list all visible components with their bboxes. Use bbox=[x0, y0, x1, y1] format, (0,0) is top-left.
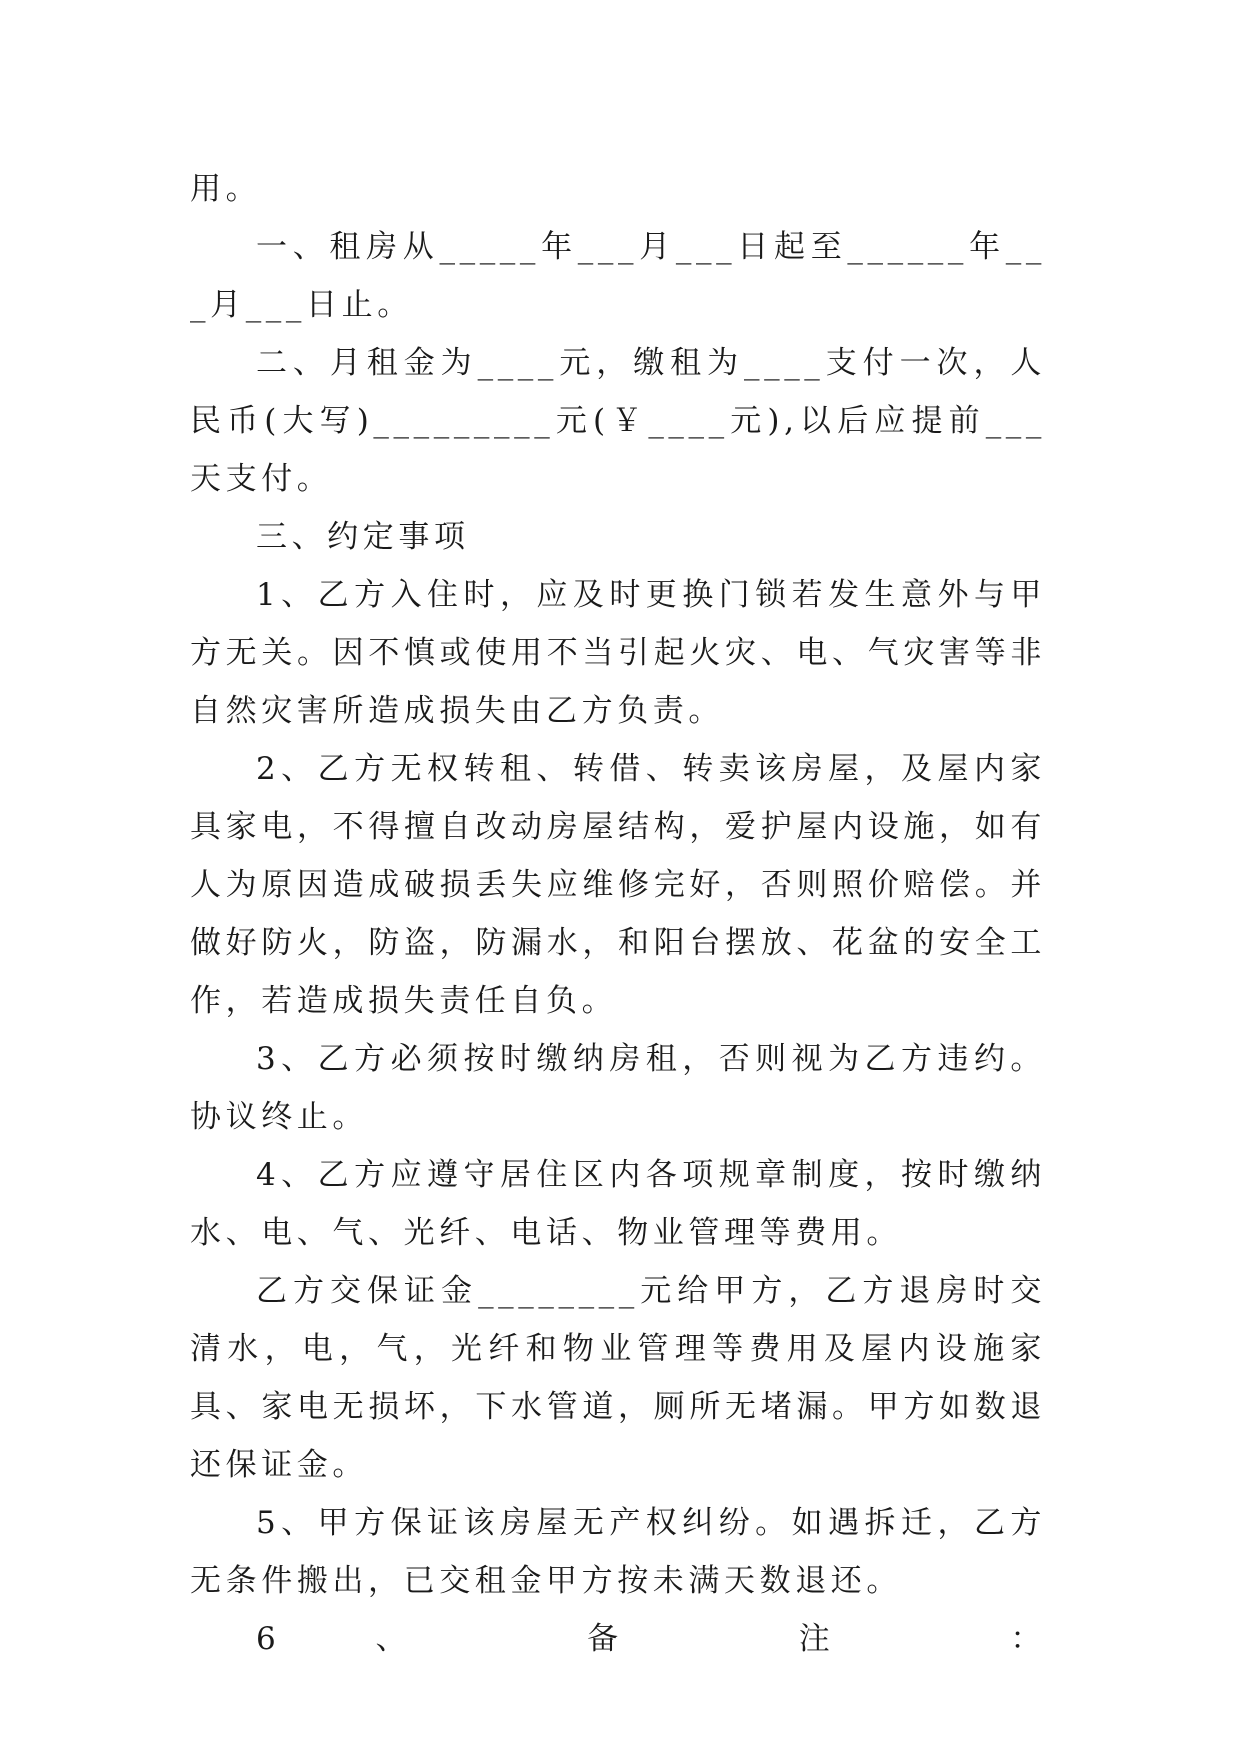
paragraph-lease-term: 一、租房从_____年___月___日起至______年___月___日止。 bbox=[190, 229, 1046, 323]
paragraph-deposit: 乙方交保证金________元给甲方，乙方退房时交清水，电，气，光纤和物业管理等费用及屋内设施家具、家电无损坏，下水管道，厕所无堵漏。甲方如数退还保证金。 bbox=[190, 1273, 1046, 1483]
paragraph-remarks: 6 、 备 注 ： bbox=[256, 1621, 1046, 1657]
document-body bbox=[190, 160, 1046, 1668]
paragraph-agreed-items-heading: 三、约定事项 bbox=[256, 519, 470, 555]
paragraph-clause-1: 1、乙方入住时，应及时更换门锁若发生意外与甲方无关。因不慎或使用不当引起火灾、电、气灾害等非自然灾害所造成损失由乙方负责。 bbox=[190, 577, 1046, 729]
paragraph-rent: 二、月租金为____元，缴租为____支付一次，人民币(大写)_________元(￥____元),以后应提前___天支付。 bbox=[190, 345, 1046, 497]
paragraph-clause-2: 2、乙方无权转租、转借、转卖该房屋，及屋内家具家电，不得擅自改动房屋结构，爱护屋内设施，如有人为原因造成破损丢失应维修完好，否则照价赔偿。并做好防火，防盗，防漏水，和阳台摆放、花盆的安全工作，若造成损失责任自负。 bbox=[190, 751, 1046, 1019]
paragraph-clause-5: 5、甲方保证该房屋无产权纠纷。如遇拆迁，乙方无条件搬出，已交租金甲方按未满天数退还。 bbox=[190, 1505, 1046, 1599]
paragraph-clause-4: 4、乙方应遵守居住区内各项规章制度，按时缴纳水、电、气、光纤、电话、物业管理等费用。 bbox=[190, 1157, 1046, 1251]
paragraph-continuation: 用。 bbox=[190, 171, 262, 207]
paragraph-clause-3: 3、乙方必须按时缴纳房租，否则视为乙方违约。协议终止。 bbox=[190, 1041, 1046, 1135]
